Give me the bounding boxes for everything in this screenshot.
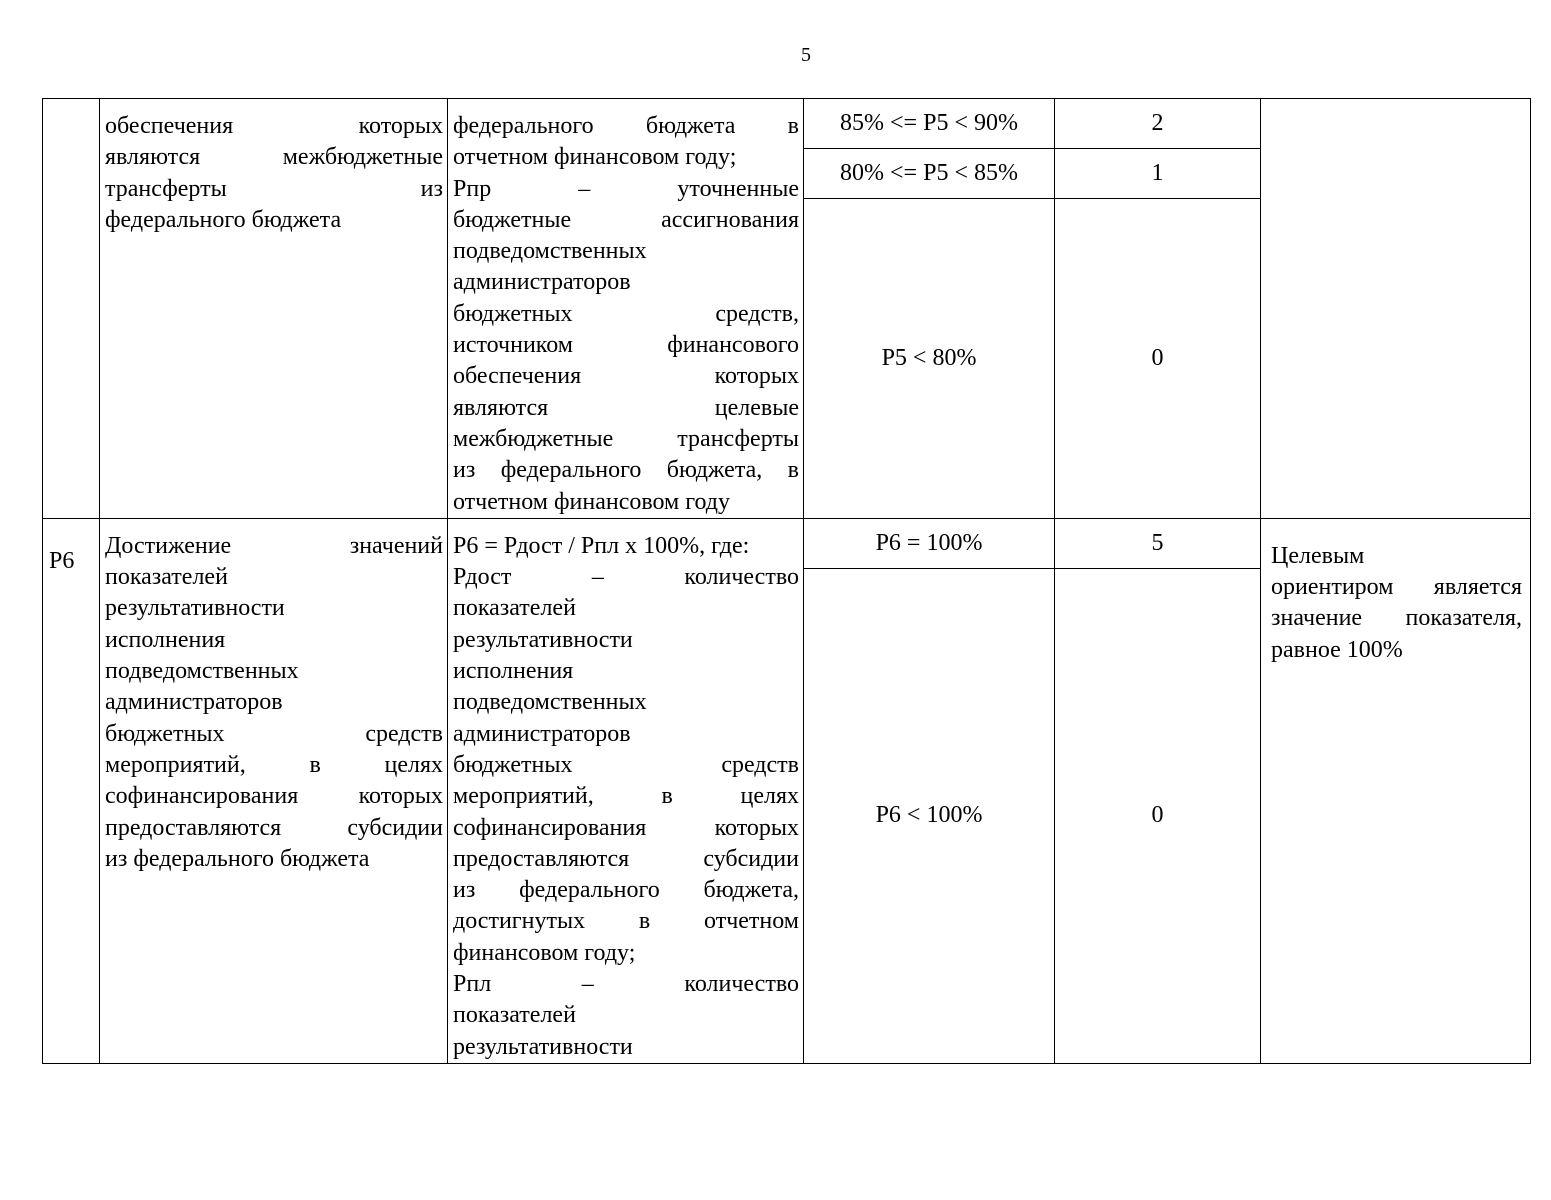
indicator-name-line: администраторов <box>105 689 283 716</box>
condition-cell: P6 = 100% <box>804 518 1055 568</box>
score-cell: 5 <box>1055 518 1261 568</box>
condition-cell: 85% <= P5 < 90% <box>804 99 1055 149</box>
formula-line: Рпр – уточненные <box>453 175 799 202</box>
table-row <box>43 518 1531 568</box>
formula-line: результативности <box>453 1033 633 1060</box>
indicator-name-line: являются межбюджетные <box>105 144 443 171</box>
formula-line: отчетном финансовом году <box>453 488 731 515</box>
formula-line: финансовом году; <box>453 939 636 966</box>
note-line: ориентиром является <box>1271 574 1522 601</box>
criteria-table <box>42 98 1531 1064</box>
formula-line: источником финансового <box>453 332 799 359</box>
formula-line: подведомственных <box>453 689 647 716</box>
indicator-name-line: подведомственных <box>105 658 299 685</box>
indicator-name-line: результативности <box>105 595 285 622</box>
formula-line: показателей <box>453 1002 576 1029</box>
formula-line: исполнения <box>453 658 574 685</box>
score-cell: 0 <box>1055 199 1261 519</box>
formula-line: предоставляются субсидии <box>453 845 799 872</box>
table-body <box>43 99 1531 1064</box>
indicator-name-line: трансферты из <box>105 175 443 202</box>
indicator-name-line: мероприятий, в целях <box>105 751 443 778</box>
formula-line: Рдост – количество <box>453 564 799 591</box>
indicator-name-cell <box>100 518 448 1063</box>
note-line: Целевым <box>1271 542 1365 569</box>
formula-line: администраторов <box>453 720 631 747</box>
formula-line: бюджетных средств, <box>453 300 799 327</box>
formula-line: администраторов <box>453 269 631 296</box>
formula-line: отчетном финансовом году; <box>453 144 737 171</box>
indicator-name-line: предоставляются субсидии <box>105 814 443 841</box>
formula-line: Рпл – количество <box>453 971 799 998</box>
indicator-name-line: показателей <box>105 564 228 591</box>
indicator-code-cell: P6 <box>43 518 100 1063</box>
formula-cell <box>448 99 804 519</box>
formula-line: из федерального бюджета, <box>453 877 799 904</box>
formula-line: подведомственных <box>453 238 647 265</box>
formula-line: из федерального бюджета, в <box>453 457 799 484</box>
indicator-name-line: софинансирования которых <box>105 783 443 810</box>
note-cell <box>1261 518 1531 1063</box>
indicator-name-cell <box>100 99 448 519</box>
formula-line: показателей <box>453 595 576 622</box>
indicator-code-cell <box>43 99 100 519</box>
condition-cell: P6 < 100% <box>804 568 1055 1063</box>
formula-line: софинансирования которых <box>453 814 799 841</box>
formula-line: федерального бюджета в <box>453 113 799 139</box>
formula-line: бюджетных средств <box>453 751 799 778</box>
note-cell <box>1261 99 1531 519</box>
formula-line: бюджетные ассигнования <box>453 206 799 233</box>
note-line: равное 100% <box>1271 636 1403 663</box>
formula-line: достигнутых в отчетном <box>453 908 799 935</box>
indicator-name-line: из федерального бюджета <box>105 845 370 872</box>
note-line: значение показателя, <box>1271 605 1522 632</box>
indicator-name-line: Достижение значений <box>105 532 443 559</box>
formula-line: являются целевые <box>453 394 799 421</box>
formula-line: результативности <box>453 626 633 653</box>
indicator-name-line: бюджетных средств <box>105 720 443 747</box>
formula-line: мероприятий, в целях <box>453 783 799 810</box>
indicator-name-line: обеспечения которых <box>105 113 443 139</box>
score-cell: 0 <box>1055 568 1261 1063</box>
table-row <box>43 99 1531 149</box>
formula-line: межбюджетные трансферты <box>453 425 799 452</box>
score-cell: 2 <box>1055 99 1261 149</box>
formula-line: обеспечения которых <box>453 363 799 390</box>
condition-cell: P5 < 80% <box>804 199 1055 519</box>
indicator-name-line: федерального бюджета <box>105 206 342 233</box>
score-cell: 1 <box>1055 149 1261 199</box>
page-number: 5 <box>801 44 811 66</box>
indicator-name-line: исполнения <box>105 626 226 653</box>
condition-cell: 80% <= P5 < 85% <box>804 149 1055 199</box>
formula-line: P6 = Рдост / Рпл х 100%, где: <box>453 532 750 559</box>
formula-cell <box>448 518 804 1063</box>
